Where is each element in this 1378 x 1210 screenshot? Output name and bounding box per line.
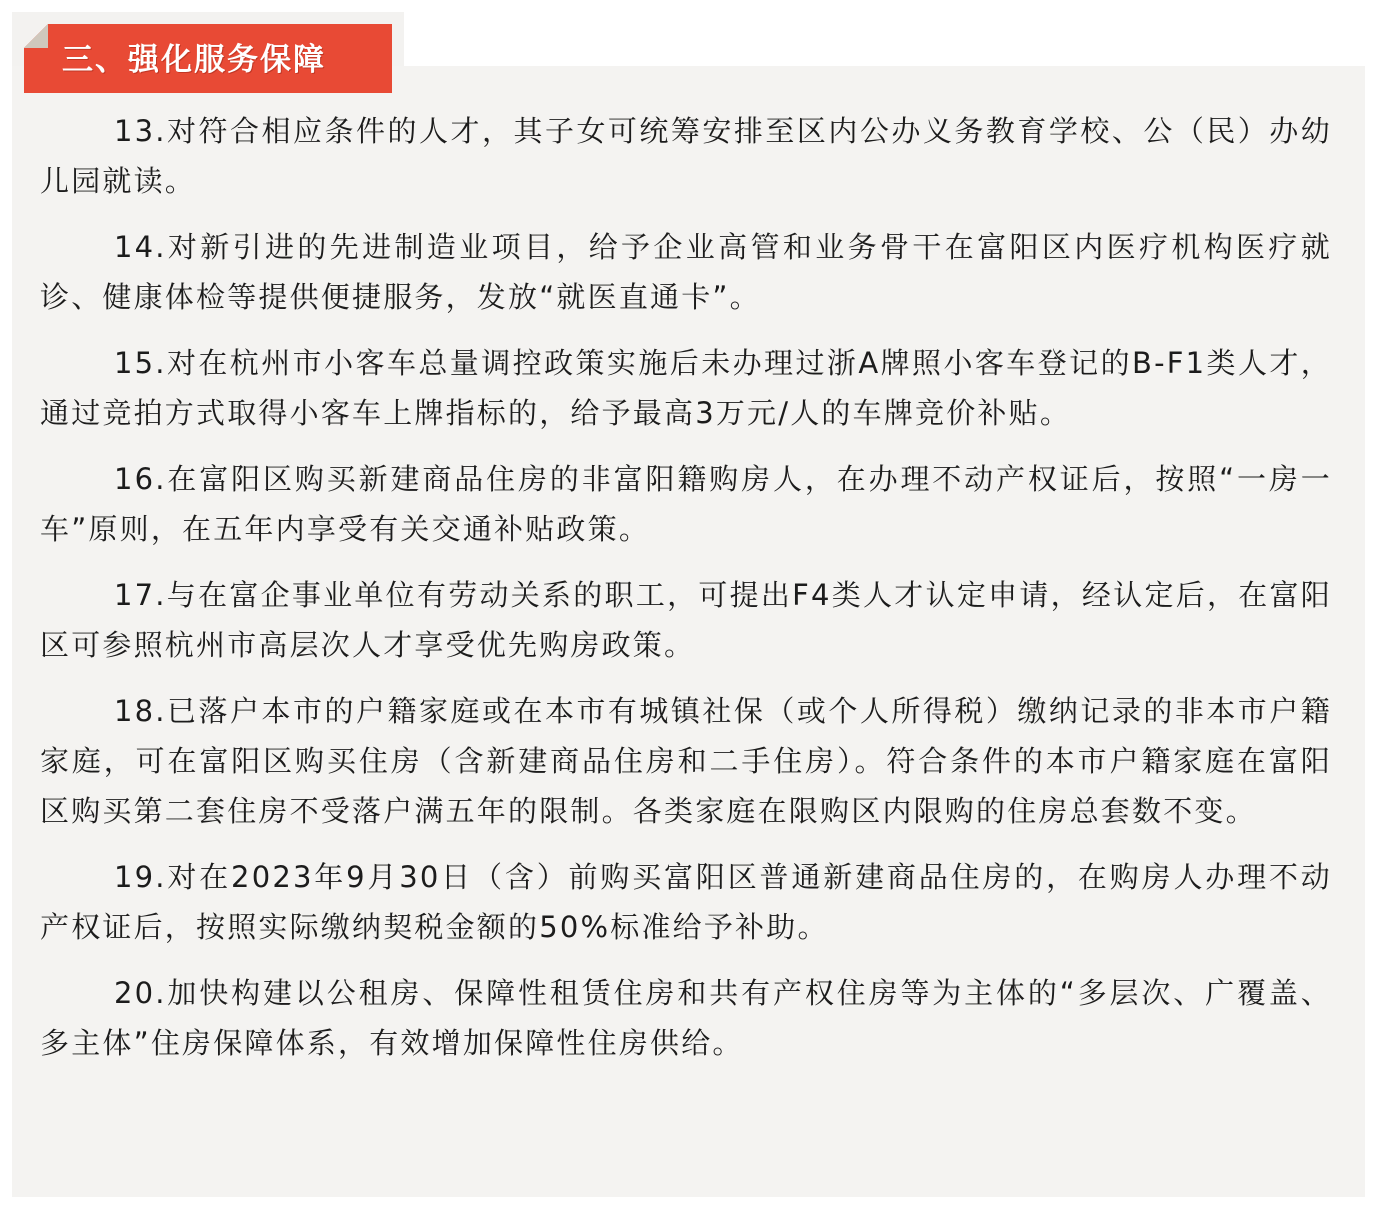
policy-item-13: [40, 106, 1332, 206]
item-number: 20.: [114, 976, 167, 1010]
item-text: 已落户本市的户籍家庭或在本市有城镇社保（或个人所得税）缴纳记录的非本市户籍家庭，可在富阳区购买住房（含新建商品住房和二手住房）。符合条件的本市户籍家庭在富阳区购买第二套住房不受落户满五年的限制。各类家庭在限购区内限购的住房总套数不变。: [40, 694, 1332, 828]
item-number: 19.: [114, 860, 167, 894]
item-text: 加快构建以公租房、保障性租赁住房和共有产权住房等为主体的“多层次、广覆盖、多主体”住房保障体系，有效增加保障性住房供给。: [40, 976, 1332, 1060]
item-number: 18.: [114, 694, 167, 728]
policy-item-18: [40, 686, 1332, 836]
item-number: 17.: [114, 578, 167, 612]
policy-item-20: [40, 968, 1332, 1068]
policy-item-16: [40, 454, 1332, 554]
item-text: 对新引进的先进制造业项目，给予企业高管和业务骨干在富阳区内医疗机构医疗就诊、健康体检等提供便捷服务，发放“就医直通卡”。: [40, 230, 1332, 314]
policy-item-17: [40, 570, 1332, 670]
item-text: 对符合相应条件的人才，其子女可统筹安排至区内公办义务教育学校、公（民）办幼儿园就读。: [40, 114, 1332, 198]
policy-list: [40, 106, 1332, 1084]
policy-item-15: [40, 338, 1332, 438]
policy-item-19: [40, 852, 1332, 952]
item-number: 13.: [114, 114, 167, 148]
section-title: 三、强化服务保障: [62, 42, 326, 78]
item-text: 对在2023年9月30日（含）前购买富阳区普通新建商品住房的，在购房人办理不动产权证后，按照实际缴纳契税金额的50%标准给予补助。: [40, 860, 1332, 944]
item-number: 15.: [114, 346, 167, 380]
policy-item-14: [40, 222, 1332, 322]
item-number: 14.: [114, 230, 167, 264]
item-number: 16.: [114, 462, 167, 496]
item-text: 与在富企事业单位有劳动关系的职工，可提出F4类人才认定申请，经认定后，在富阳区可参照杭州市高层次人才享受优先购房政策。: [40, 578, 1332, 662]
item-text: 对在杭州市小客车总量调控政策实施后未办理过浙A牌照小客车登记的B-F1类人才，通过竞拍方式取得小客车上牌指标的，给予最高3万元/人的车牌竞价补贴。: [40, 346, 1332, 430]
item-text: 在富阳区购买新建商品住房的非富阳籍购房人，在办理不动产权证后，按照“一房一车”原则，在五年内享受有关交通补贴政策。: [40, 462, 1332, 546]
